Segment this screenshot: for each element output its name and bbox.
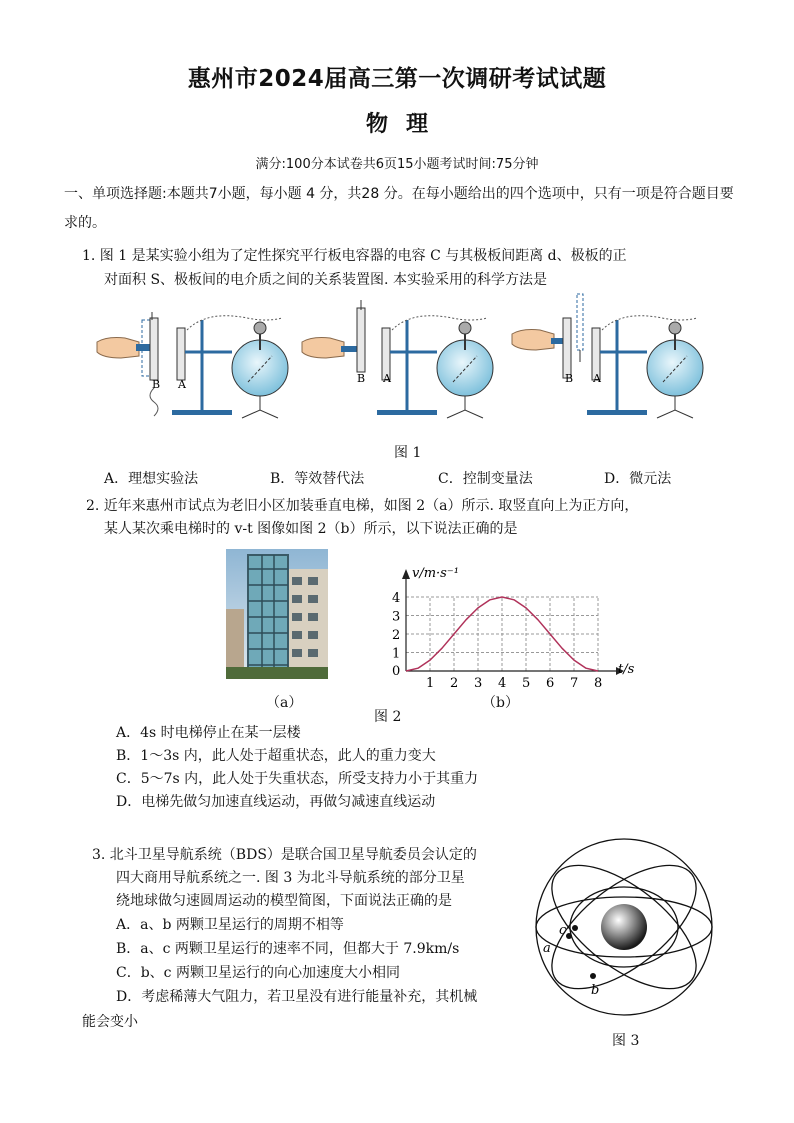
x-tick-label: 5: [522, 676, 531, 688]
q1-option-c: C．控制变量法: [438, 471, 533, 487]
x-tick-label: 6: [546, 676, 555, 688]
y-axis-arrow: [402, 569, 410, 579]
q1-option-b: B．等效替代法: [270, 471, 365, 487]
y-tick-label: 2: [392, 628, 401, 643]
svg-text:B: B: [565, 372, 574, 385]
subject-title: 物理: [365, 112, 446, 137]
apparatus-panel-3: [512, 294, 703, 418]
q2-option-b: B．1～3s 内，此人处于超重状态，此人的重力变大: [116, 748, 436, 764]
q1-option-a: A．理想实验法: [104, 471, 199, 487]
section-heading: 一、单项选择题:本题共7小题，每小题 4 分，共28 分。在每小题给出的四个选项中，只有一项是符合题目要求的。: [64, 186, 734, 231]
exam-meta: 满分:100分本试卷共6页15小题考试时间:75分钟: [255, 157, 539, 172]
label-c: c: [559, 923, 567, 938]
q1-line1: 1. 图 1 是某实验小组为了定性探究平行板电容器的电容 C 与其极板间距离 d、极板的正: [82, 248, 627, 264]
chart-grid: [406, 597, 598, 671]
satellite-a: [566, 933, 572, 939]
q3-option-d-cont: 能会变小: [82, 1014, 138, 1030]
figure3-caption: 图 3: [612, 1033, 640, 1049]
x-tick-label: 7: [570, 676, 579, 688]
figure1-apparatus: [92, 290, 717, 435]
page-title: 惠州市2024届高三第一次调研考试试题: [187, 66, 607, 92]
q3-option-d: D．考虑稀薄大气阻力，若卫星没有进行能量补充，其机械: [116, 989, 478, 1005]
q2-option-d: D．电梯先做匀加速直线运动，再做匀减速直线运动: [116, 794, 436, 810]
earth: [601, 904, 647, 950]
q3-line1: 3. 北斗卫星导航系统（BDS）是联合国卫星导航委员会认定的: [92, 847, 477, 863]
y-tick-label: 3: [392, 609, 401, 625]
svg-text:A: A: [383, 372, 391, 385]
svg-text:A: A: [593, 372, 601, 385]
elevator-photo: [226, 549, 328, 679]
x-tick-label: 2: [450, 676, 459, 688]
apparatus-panel-2: [302, 300, 493, 418]
apparatus-panel-1: [97, 312, 288, 418]
satellite-orbit-diagram: [533, 836, 715, 1018]
q1-option-d: D．微元法: [604, 471, 672, 487]
origin-label: 0: [392, 664, 401, 679]
q2-option-c: C．5～7s 内，此人处于失重状态，所受支持力小于其重力: [116, 771, 479, 787]
satellite-c: [572, 925, 578, 931]
q2-option-a: A．4s 时电梯停止在某一层楼: [116, 725, 301, 741]
plate-b-label: B: [152, 378, 161, 391]
y-tick-label: 1: [392, 646, 401, 662]
q3-option-c: C．b、c 两颗卫星运行的向心加速度大小相同: [116, 965, 400, 981]
plate-a-label: A: [178, 378, 186, 391]
svg-text:B: B: [357, 372, 366, 385]
figure1-caption: 图 1: [394, 445, 422, 461]
x-tick-label: 1: [426, 676, 435, 688]
figure2b-label: （b）: [482, 695, 519, 711]
q1-line2: 对面积 S、极板间的电介质之间的关系装置图. 本实验采用的科学方法是: [104, 272, 547, 288]
q3-option-b: B．a、c 两颗卫星运行的速率不同，但都大于 7.9km/s: [116, 941, 460, 957]
x-tick-label: 3: [474, 676, 483, 688]
vt-chart: [384, 563, 644, 688]
q2-line1: 2. 近年来惠州市试点为老旧小区加装垂直电梯，如图 2（a）所示. 取竖直向上为正方向，: [86, 498, 639, 514]
q3-line2: 四大商用导航系统之一. 图 3 为北斗导航系统的部分卫星: [116, 870, 465, 886]
q2-line2: 某人某次乘电梯时的 v-t 图像如图 2（b）所示，以下说法正确的是: [104, 521, 518, 537]
figure2-caption: 图 2: [374, 709, 402, 725]
y-axis-label: v/m·s⁻¹: [412, 566, 459, 581]
label-b: b: [591, 983, 600, 998]
q3-line3: 绕地球做匀速圆周运动的模型简图，下面说法正确的是: [116, 893, 452, 909]
satellite-b: [590, 973, 596, 979]
label-a: a: [543, 941, 551, 956]
x-tick-label: 8: [594, 676, 603, 688]
figure2a-label: （a）: [266, 695, 303, 711]
y-tick-label: 4: [392, 591, 401, 606]
x-tick-label: 4: [498, 676, 507, 688]
q3-option-a: A．a、b 两颗卫星运行的周期不相等: [116, 917, 344, 933]
x-axis-label: t/s: [618, 662, 635, 677]
